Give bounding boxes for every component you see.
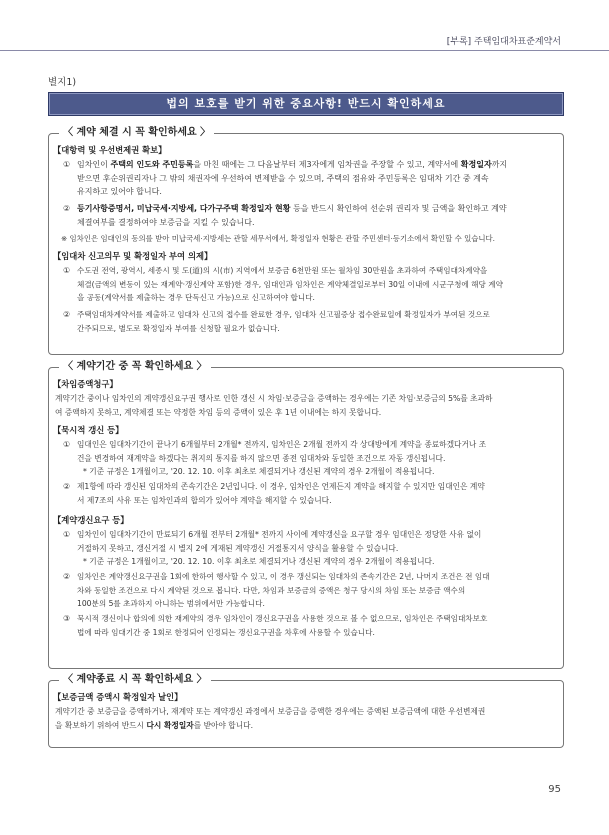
section-title: 〈 계약 체결 시 꼭 확인하세요 〉 xyxy=(59,126,214,140)
text: 임차인이 xyxy=(77,160,111,169)
subheading: 【계약갱신요구 등】 xyxy=(53,515,129,525)
text-line: 유지하고 있어야 합니다. xyxy=(77,187,162,196)
item-number: ① xyxy=(63,440,71,449)
text-line: 제1항에 따라 갱신된 임대차의 존속기간은 2년입니다. 이 경우, 임차인은 언제든지 계약을 해지할 수 있지만 임대인은 계약 xyxy=(77,482,485,491)
text-line: 을 공동(계약서를 제출하는 경우 단독신고 가능)으로 신고하여야 합니다. xyxy=(77,293,315,302)
text-line: 여 증액하지 못하고, 계약체결 또는 약정한 차임 등의 증액이 있은 후 1년 이내에는 하지 못합니다. xyxy=(55,407,382,417)
text: 등을 반드시 확인하여 선순위 권리자 및 금액을 확인하고 계약 xyxy=(290,204,507,213)
text-line: 체결(금액의 변동이 있는 재계약·갱신계약 포함)한 경우, 임대인과 임차인은 계약체결일로부터 30일 이내에 시군구청에 해당 계약 xyxy=(77,279,503,289)
attachment-label: 별지1) xyxy=(48,77,77,88)
paragraph xyxy=(77,438,559,479)
item-number: ② xyxy=(63,572,71,581)
paragraph xyxy=(77,308,559,335)
paragraph xyxy=(77,570,559,611)
text-line: 차와 동일한 조건으로 다시 계약된 것으로 봅니다. 다만, 차임과 보증금의 증액은 청구 당시의 차임 또는 보증금 액수의 xyxy=(77,585,466,595)
running-header xyxy=(0,28,609,51)
text-line: 서 제7조의 사유 또는 임차인과의 합의가 있어야 계약을 해지할 수 있습니다. xyxy=(77,495,332,505)
section-during-contract xyxy=(48,361,564,669)
subheading: 【임대차 신고의무 및 확정일자 부여 의제】 xyxy=(53,251,213,261)
paragraph xyxy=(77,612,559,639)
text-line: 간주되므로, 별도로 확정일자 부여를 신청할 필요가 없습니다. xyxy=(77,323,280,333)
banner-title: 법의 보호를 받기 위한 중요사항! 반드시 확인하세요 xyxy=(48,92,564,116)
section-title: 〈 계약종료 시 꼭 확인하세요 〉 xyxy=(59,673,211,687)
subheading: 【묵시적 갱신 등】 xyxy=(53,425,124,435)
text-line: 묵시적 갱신이나 합의에 의한 재계약의 경우 임차인이 갱신요구권을 사용한 것으로 볼 수 없으므로, 임차인은 주택임대차보호 xyxy=(77,614,488,623)
subheading: 【대항력 및 우선변제권 확보】 xyxy=(53,145,167,155)
text-line: 임차인이 임대차기간이 만료되기 6개월 전부터 2개월* 전까지 사이에 계약갱신을 요구할 경우 임대인은 정당한 사유 없이 xyxy=(77,530,482,539)
text: 를 받아야 합니다. xyxy=(193,720,254,730)
text-line: 임차인은 계약갱신요구권을 1회에 한하여 행사할 수 있고, 이 경우 갱신되는 임대차의 존속기간은 2년, 나머지 조건은 전 임대 xyxy=(77,572,490,581)
item-number: ② xyxy=(63,310,71,319)
bold-text: 확정일자 xyxy=(460,160,492,169)
item-number: ① xyxy=(63,266,71,275)
paragraph xyxy=(77,528,559,569)
item-number: ③ xyxy=(63,614,71,623)
subheading: 【차임증액청구】 xyxy=(53,379,118,389)
bold-text: 다시 확정일자 xyxy=(146,720,194,730)
paragraph xyxy=(77,480,559,507)
item-number: ② xyxy=(63,482,71,491)
text: 까지 xyxy=(491,160,508,169)
text-line: 임대인은 임대차기간이 끝나기 6개월부터 2개월* 전까지, 임차인은 2개월 전까지 각 상대방에게 계약을 종료하겠다거나 조 xyxy=(77,440,487,449)
item-number: ② xyxy=(63,204,71,213)
bold-text: 등기사항증명서, 미납국세·지방세, 다가구주택 확정일자 현황 xyxy=(77,204,291,213)
paragraph xyxy=(55,392,559,419)
header-text: [부록] 주택임대차표준계약서 xyxy=(446,37,561,47)
text-line: 체결여부를 결정하여야 보증금을 지킬 수 있습니다. xyxy=(77,217,255,227)
paragraph xyxy=(77,264,559,305)
section-title: 〈 계약기간 중 꼭 확인하세요 〉 xyxy=(59,360,211,374)
paragraph xyxy=(77,158,559,199)
item-number: ① xyxy=(63,530,71,539)
text-line: 수도권 전역, 광역시, 세종시 및 도(道)의 시(市) 지역에서 보증금 6천만원 또는 월차임 30만원을 초과하여 주택임대차계약을 xyxy=(77,266,488,275)
text-line: 받으면 후순위권리자나 그 밖의 채권자에 우선하여 변제받을 수 있으며, 주택의 점유와 주민등록은 임대차 기간 중 계속 xyxy=(77,173,489,183)
text-line: 법에 따라 임대기간 중 1회로 한정되어 인정되는 갱신요구권을 차후에 사용할 수 있습니다. xyxy=(77,627,375,637)
text: 을 마친 때에는 그 다음날부터 제3자에게 임차권을 주장할 수 있고, 계약서에 xyxy=(193,160,461,169)
text-line: 계약기간 중 보증금을 증액하거나, 재계약 또는 계약갱신 과정에서 보증금을 증액한 경우에는 증액된 보증금액에 대한 우선변제권 xyxy=(55,707,486,716)
text-line: * 기준 규정은 1개월이고, '20. 12. 10. 이후 최초로 체결되거나 갱신된 계약의 경우 2개월이 적용됩니다. xyxy=(83,467,435,476)
paragraph xyxy=(55,705,559,732)
section-contract-signing xyxy=(48,127,564,355)
bold-text: 주택의 인도와 주민등록 xyxy=(110,160,194,169)
note: ※ 임차인은 임대인의 동의를 받아 미납국세·지방세는 관할 세무서에서, 확정일자 현황은 관할 주민센터·등기소에서 확인할 수 있습니다. xyxy=(61,234,496,243)
page-number: 95 xyxy=(548,784,561,795)
subheading: 【보증금액 증액시 확정일자 날인】 xyxy=(53,692,183,702)
section-contract-end xyxy=(48,674,564,748)
text-line: 계약기간 중이나 임차인의 계약갱신요구권 행사로 인한 갱신 시 차임·보증금을 증액하는 경우에는 기존 차임·보증금의 5%를 초과하 xyxy=(55,394,493,403)
text-line: * 기준 규정은 1개월이고, '20. 12. 10. 이후 최초로 체결되거나 갱신된 계약의 경우 2개월이 적용됩니다. xyxy=(83,557,435,566)
text-line: 거절하지 못하고, 갱신거절 시 별지 2에 게재된 계약갱신 거절통지서 양식을 활용할 수 있습니다. xyxy=(77,543,399,553)
text-line: 100분의 5를 초과하지 아니하는 범위에서만 가능합니다. xyxy=(77,599,265,608)
text-line: 건을 변경하여 재계약을 하겠다는 취지의 통지를 하지 않으면 종전 임대차와 동일한 조건으로 자동 갱신됩니다. xyxy=(77,453,446,463)
paragraph xyxy=(77,202,559,229)
item-number: ① xyxy=(63,160,71,169)
text-line: 주택임대차계약서를 제출하고 임대차 신고의 접수를 완료한 경우, 임대차 신고필증상 접수완료일에 확정일자가 부여된 것으로 xyxy=(77,310,490,319)
text: 을 확보하기 위하여 반드시 xyxy=(55,720,147,730)
